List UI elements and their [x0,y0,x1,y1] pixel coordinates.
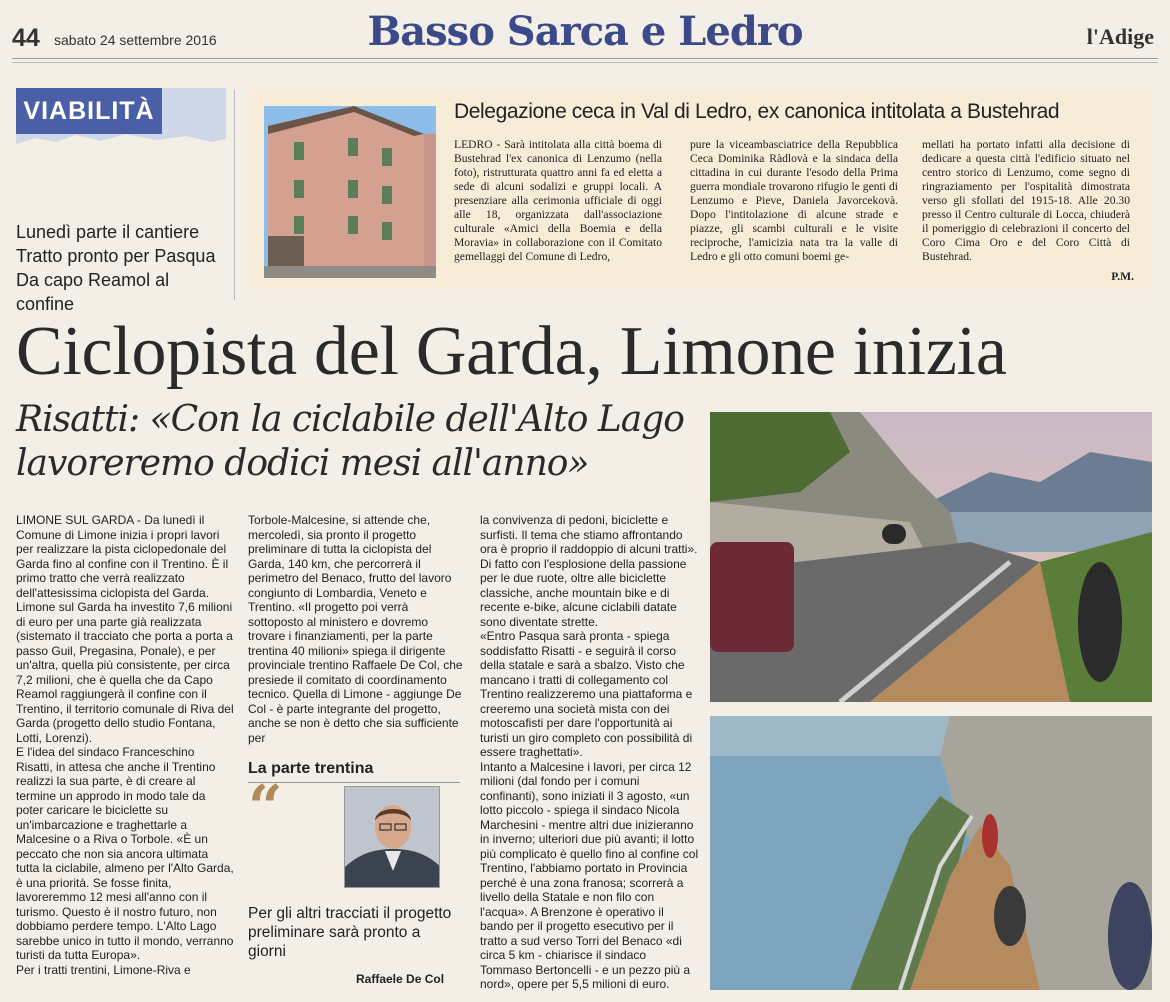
section-title: Basso Sarca e Ledro [367,8,803,55]
mountain-graphic [16,132,226,152]
article-subheadline: Risatti: «Con la ciclabile dell'Alto Lago lavoreremo dodici mesi all'anno» [16,399,684,484]
box-label: La parte trentina [248,760,374,777]
portrait-photo [344,786,440,888]
cycle-path-rendering-bottom [710,716,1152,990]
column-divider [234,90,235,300]
ledro-column-3: mellati ha portato infatti alla decisione di dedicare a questa città l'edificio situato nel centro storico di Lenzumo, come segno di ringraziamento per l'ospitalità dimostrata verso gli sfollati del 1915-18. Alle 20.30 presso il Centro culturale di Locca, chiuderà il pomeriggio di celebrazioni il concerto del Coro Cima Oro e del Coro Città di Bustehrad. [922,138,1130,263]
quote-mark-icon: “ [248,773,283,843]
issue-date: sabato 24 settembre 2016 [54,32,217,48]
viabilita-banner [16,88,226,152]
paragraph: Torbole-Malcesine, si attende che, mercoledì, sia pronto il progetto preliminare di tutta la ciclopista del Garda, 140 km, che percorrerà il perimetro del Benaco, frutto del lavoro congiunto di Lombardia, Veneto e Trentino. «Il progetto poi verrà sottoposto al ministero e dovremo trovare i finanziamenti, per la parte trentina 40 milioni» spiega il dirigente provinciale trentino Raffaele De Col, che presiede il comitato di coordinamento tecnico. Quella di Limone - aggiunge De Col - è parte integrante del progetto, anche se non è detto che sia sufficiente per [248,513,463,745]
paragraph: Per i tratti trentini, Limone-Riva e [16,962,191,977]
viabilita-tag: VIABILITÀ [16,88,162,134]
newspaper-name: l'Adige [1086,24,1154,49]
article-column-2 [248,513,466,745]
summary-line: Da capo Reamol al confine [16,270,170,314]
paragraph: la convivenza di pedoni, biciclette e surfisti. Il tema che stiamo affrontando ora è proprio il raddoppio di alcuni tratti». Di fatto con l'esplosione della passione per le due ruote, oltre alle biciclette classiche, anche mountain bike e di recente e-bike, alcune ciclabili datate sono diventate strette. [480,513,698,629]
cycle-path-rendering-top [710,412,1152,702]
ledro-signature: P.M. [1111,270,1134,283]
ledro-column-2: pure la viceambasciatrice della Repubblica Ceca Dominika Ràdlovà e la sindaca della cittadina in cui durante l'esodo della Prima guerra mondiale trovarono rifugio le genti di Lenzumo e Pieve, Daniela Javorcekovà. Dopo l'intitolazione di alcune strade e piazze, gli scambi culturali e le visite reciproche, l'amicizia nata tra la valle di Ledro e gli otto comuni boemi ge- [690,138,898,263]
paragraph: LIMONE SUL GARDA - Da lunedì il Comune di Limone inizia i propri lavori per realizzare la pista ciclopedonale del Garda fino al confine con il Trentino. È il primo tratto che verrà realizzato dell'attesissima ciclopista del Garda. [16,513,229,600]
header-rule [12,58,1158,59]
paragraph: Limone sul Garda ha investito 7,6 milioni di euro per una parte già realizzata (sistemato il tracciato che porta a porta a passo Guil, Pregasina, Ponale), e per un'altra, quella più consistente, per circa 7,2 milioni, che è quella che da Capo Reamol raggiungerà il confine con il Trentino, il territorio comunale di Riva del Garda (progetto dello studio Fontana, Lotti, Lorenzi). [16,600,234,745]
article-column-3 [480,513,700,992]
box-quote: Per gli altri tracciati il progetto preliminare sarà pronto a giorni [248,905,452,960]
ledro-column-1: LEDRO - Sarà intitolata alla città boema di Bustehrad l'ex canonica di Lenzumo (nella foto), ristrutturata quattro anni fa ed eletta a sede di alcuni sodalizi e gruppi locali. A presenziare alla cerimonia ufficiale di oggi alle 18, organizzata dall'associazione culturale «Amici della Boemia e della Moravia» in collaborazione con il Comitato gemellaggi del Comune di Ledro, [454,138,662,263]
article-column-1 [16,513,234,977]
header-rule-2 [12,62,1158,63]
viabilita-summary [16,220,226,316]
ledro-headline: Delegazione ceca in Val di Ledro, ex canonica intitolata a Bustehrad [454,100,1060,123]
canonica-photo [264,106,436,278]
paragraph: «Entro Pasqua sarà pronta - spiega soddisfatto Risatti - e seguirà il corso della statale e sarà a sbalzo. Visto che mancano i tratti di collegamento col Trentino realizzeremo una piattaforma e creeremo una società mista con dei motoscafisti per dare l'opportunità ai turisti un giro completo con possibilità di essere traghettati». [480,629,693,759]
paragraph: Intanto a Malcesine i lavori, per circa 12 milioni (dal fondo per i comuni confinanti), sono iniziati il 3 agosto, «un lotto piccolo - spiega il sindaco Nicola Marchesini - mentre altri due inizieranno in inverno; ulteriori due più avanti; il lotto più complicato è quello fino al confine col Trentino, l'abbiamo portato in Provincia perché è una zona franosa; scorrerà a livello della Statale e non filo con l'acqua». A Brenzone è operativo il bando per il progetto esecutivo per il tratto a sud verso Torri del Benaco «di circa 5 km - chiarisce il sindaco Tommaso Bertoncelli - e un pezzo più a nord», opere per 5,5 milioni di euro. [480,759,699,991]
page-number: 44 [12,24,40,52]
summary-line: Tratto pronto per Pasqua [16,246,216,266]
summary-line: Lunedì parte il cantiere [16,222,200,242]
box-signature: Raffaele De Col [356,972,445,986]
paragraph: E l'idea del sindaco Franceschino Risatti, in attesa che anche il Trentino realizzi la sua parte, è di creare al termine un approdo in modo tale da poter caricare le biciclette su un'imbarcazione e traghettarle a Malcesine o a Riva o Torbole. «È un peccato che non sia ancora ultimata tutta la ciclabile, almeno per l'Alto Garda, è una priorità. Se fosse finita, lavoreremmo 12 mesi all'anno con il turismo. Questo è il nostro futuro, non dobbiamo perdere tempo. L'Alto Lago sarebbe unico in tutto il mondo, verranno turisti da tutta Europa». [16,745,234,962]
article-headline: Ciclopista del Garda, Limone inizia [16,313,1007,390]
